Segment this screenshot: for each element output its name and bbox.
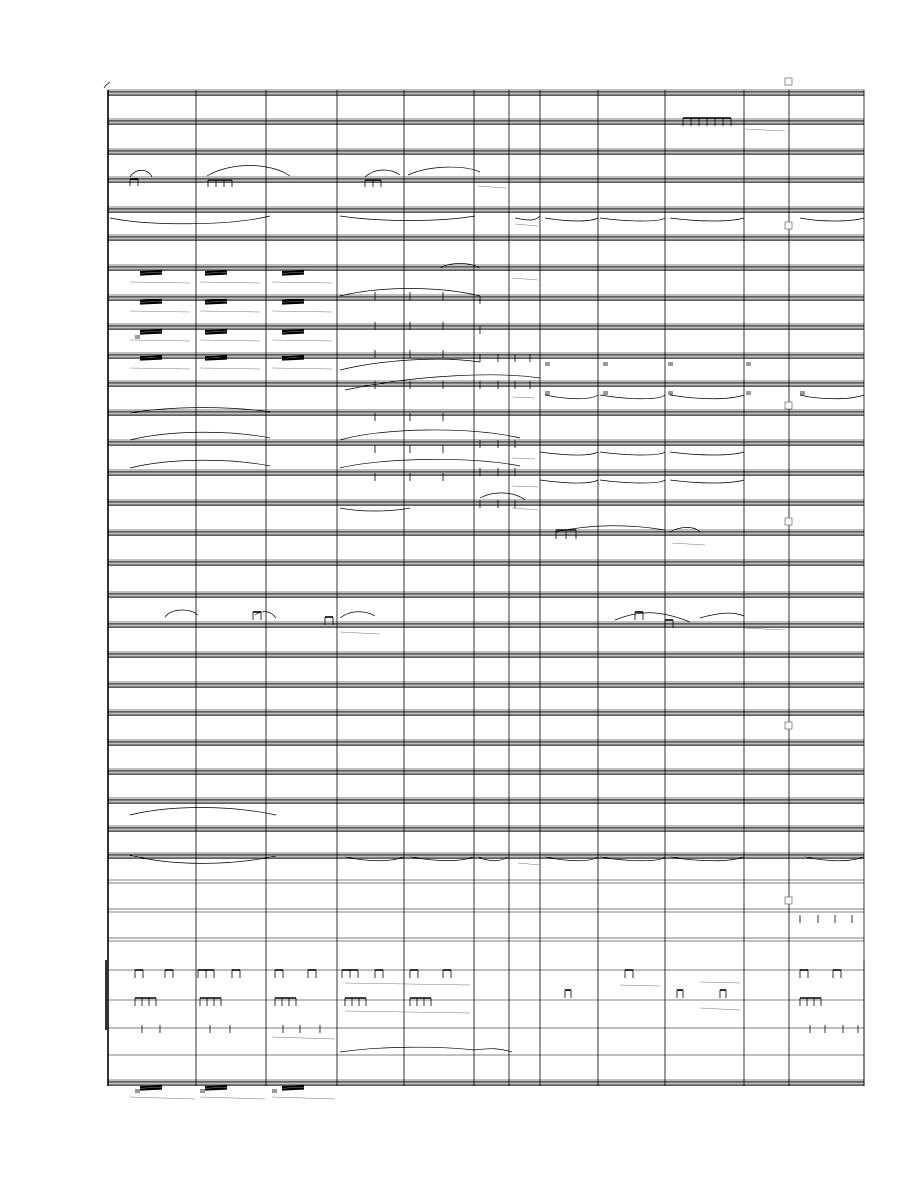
beamed-note-group	[677, 990, 683, 998]
slur	[480, 493, 525, 500]
tremolo-stroke	[282, 274, 304, 275]
tremolo-stroke	[205, 330, 227, 331]
hairpin	[620, 985, 660, 986]
hairpin	[272, 311, 332, 312]
staff-6	[108, 235, 864, 241]
slur	[600, 395, 665, 399]
beamed-note-group	[665, 620, 673, 628]
hairpin	[272, 340, 332, 341]
hairpin	[745, 628, 785, 630]
slur	[207, 166, 290, 177]
tremolo-stroke	[140, 330, 162, 331]
tremolo-stroke	[140, 303, 162, 304]
beamed-note-group	[165, 970, 173, 978]
slur	[130, 432, 270, 440]
hairpin	[130, 368, 190, 369]
staff-21	[108, 682, 864, 688]
slur	[545, 218, 598, 221]
slur	[130, 855, 276, 863]
beamed-note-group	[375, 970, 383, 978]
tremolo-stroke	[140, 356, 162, 357]
beamed-note-group	[308, 970, 316, 978]
tremolo-stroke	[140, 359, 162, 360]
slur	[540, 452, 598, 455]
tremolo-stroke	[282, 356, 304, 357]
staff-3	[108, 149, 864, 155]
slur	[340, 612, 375, 618]
slur	[600, 480, 665, 483]
slur	[110, 216, 270, 224]
tremolo-stroke	[140, 274, 162, 275]
hairpin	[672, 543, 705, 545]
rehearsal-mark-group	[785, 78, 792, 904]
beamed-note-group	[253, 612, 261, 620]
slur	[365, 170, 400, 177]
staff-14	[108, 470, 864, 476]
hairpin	[345, 1011, 470, 1013]
hairpin	[200, 1097, 265, 1099]
hairpin	[745, 129, 785, 131]
beamed-note-group	[345, 998, 366, 1006]
slur	[340, 508, 410, 511]
hairpin	[200, 311, 260, 312]
hairpin	[512, 458, 535, 459]
beamed-note-group	[833, 970, 841, 978]
tremolo-stroke	[140, 300, 162, 301]
beamed-note-group	[443, 970, 451, 978]
beamed-note-group	[410, 970, 418, 978]
hairpin	[130, 340, 190, 341]
slur	[700, 613, 744, 618]
staff-25	[108, 798, 864, 804]
staff-16	[108, 530, 864, 536]
staff-28	[108, 880, 864, 883]
slur	[670, 395, 744, 399]
beamed-note-group	[410, 998, 431, 1006]
hairpin	[130, 1097, 195, 1099]
rehearsal-mark-box	[785, 78, 792, 85]
tremolo-stroke	[205, 271, 227, 272]
slur	[670, 218, 744, 221]
beamed-note-group	[325, 617, 333, 625]
tremolo-stroke	[282, 359, 304, 360]
tremolo-stroke	[282, 271, 304, 272]
hairpin	[200, 282, 260, 283]
rehearsal-mark-box	[785, 722, 792, 729]
slur	[670, 480, 744, 483]
tremolo-stroke	[140, 1089, 162, 1090]
hairpin	[512, 508, 538, 510]
slur	[340, 1047, 474, 1052]
tremolo-stroke	[205, 333, 227, 334]
slur	[340, 459, 520, 468]
slur	[408, 167, 480, 175]
hairpin	[340, 632, 380, 634]
beamed-note-group	[720, 990, 726, 998]
beamed-note-group	[275, 998, 296, 1006]
tremolo-stroke	[205, 356, 227, 357]
beamed-note-group	[800, 970, 808, 978]
beamed-note-group	[198, 970, 214, 978]
staff-15	[108, 500, 864, 506]
slur	[340, 359, 480, 370]
slur	[340, 216, 475, 221]
tremolo-stroke	[205, 1086, 227, 1087]
hairpin	[518, 863, 540, 865]
slur	[556, 526, 665, 532]
tremolo-stroke	[205, 300, 227, 301]
hairpin	[700, 982, 740, 983]
tremolo-stroke	[205, 274, 227, 275]
hairpin	[512, 486, 538, 487]
slur	[515, 216, 540, 220]
staff-11	[108, 381, 864, 387]
staff-9	[108, 324, 864, 330]
hairpin	[130, 311, 190, 312]
slur	[130, 460, 270, 468]
slur	[600, 452, 665, 455]
tremolo-stroke	[282, 300, 304, 301]
staff-27	[108, 853, 864, 859]
tremolo-stroke	[282, 333, 304, 334]
tremolo-stroke	[282, 303, 304, 304]
staff-29	[108, 909, 864, 912]
beamed-note-group	[275, 970, 283, 978]
hairpin	[272, 282, 332, 283]
barline-group	[104, 82, 864, 1086]
hairpin	[272, 1097, 335, 1099]
tremolo-stroke	[205, 1089, 227, 1090]
slur	[670, 452, 744, 455]
tremolo-stroke	[282, 1086, 304, 1087]
tremolo-stroke	[140, 271, 162, 272]
hairpin	[700, 1008, 740, 1010]
slur	[615, 613, 690, 622]
hairpin	[512, 278, 538, 280]
staff-5	[108, 207, 864, 213]
hairpin	[272, 368, 332, 369]
beamed-note-group	[800, 998, 821, 1006]
staff-17	[108, 560, 864, 566]
slur	[545, 395, 598, 399]
staff-20	[108, 652, 864, 658]
beamed-note-group	[342, 970, 358, 978]
slur	[540, 480, 598, 483]
hairpin	[515, 224, 538, 226]
staff-26	[108, 826, 864, 832]
slur	[474, 1049, 512, 1052]
hairpin	[130, 282, 190, 283]
slur	[130, 170, 152, 177]
tremolo-stroke	[205, 359, 227, 360]
slur	[800, 395, 864, 399]
staff-2	[108, 119, 864, 125]
beamed-note-group	[135, 998, 156, 1006]
hairpin	[512, 397, 535, 398]
staff-30	[108, 938, 864, 941]
tremolo-stroke	[205, 303, 227, 304]
hairpin	[200, 368, 260, 369]
slur	[165, 610, 198, 617]
hairpin	[272, 1037, 335, 1039]
staff-12	[108, 410, 864, 416]
staff-13	[108, 440, 864, 446]
staff-18	[108, 592, 864, 598]
beamed-note-group	[135, 970, 143, 978]
staff-19	[108, 622, 864, 628]
rehearsal-mark-box	[785, 897, 792, 904]
tremolo-stroke	[282, 1089, 304, 1090]
rehearsal-mark-box	[785, 222, 792, 229]
percussion-staff-5	[108, 1080, 864, 1086]
hairpin	[200, 340, 260, 341]
rehearsal-mark-box	[785, 518, 792, 525]
tremolo-stroke	[282, 330, 304, 331]
tremolo-stroke	[140, 1086, 162, 1087]
tremolo-stroke	[140, 333, 162, 334]
slur	[600, 218, 665, 221]
staff-group	[108, 90, 864, 1086]
hairpin	[478, 186, 506, 188]
slur	[340, 430, 520, 440]
rehearsal-mark-box	[785, 402, 792, 409]
beamed-note-group	[565, 990, 571, 998]
staff-22	[108, 710, 864, 716]
hairpin	[345, 983, 470, 985]
slur	[130, 408, 270, 413]
beamed-note-group	[200, 998, 221, 1006]
beamed-note-group	[232, 970, 240, 978]
staff-1	[108, 90, 864, 96]
staff-24	[108, 769, 864, 775]
staff-23	[108, 740, 864, 746]
staff-7	[108, 265, 864, 271]
slur	[130, 808, 276, 816]
slur	[800, 218, 864, 221]
system-bracket	[104, 82, 110, 88]
beamed-note-group	[625, 970, 633, 978]
